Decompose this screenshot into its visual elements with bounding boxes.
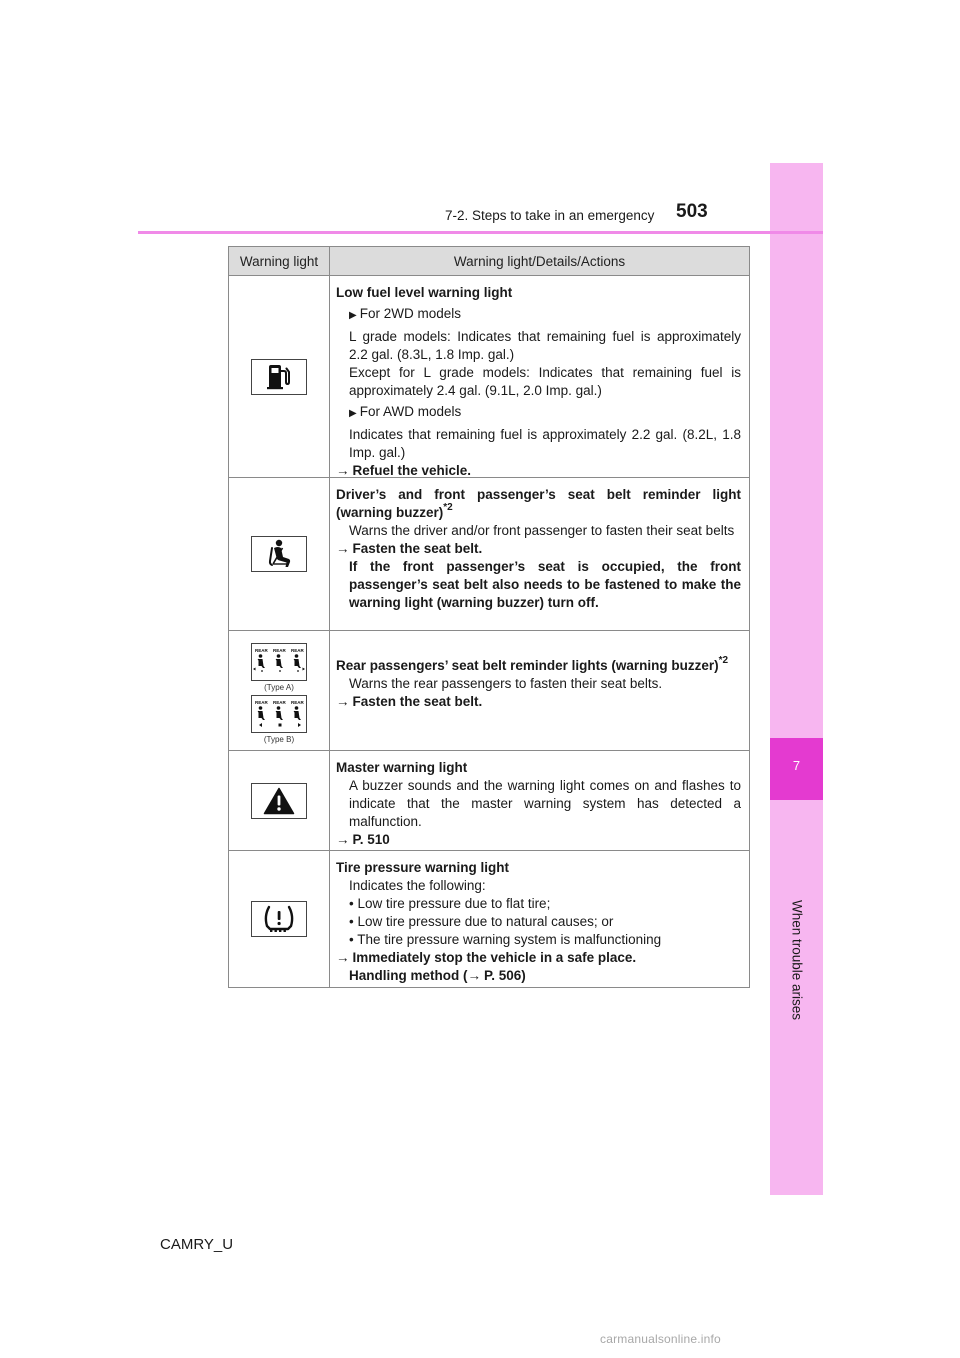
chapter-number-tab <box>770 738 823 800</box>
table-row <box>229 276 749 478</box>
details-cell <box>330 478 749 630</box>
chapter-side-tab <box>770 163 823 1195</box>
chapter-title: When trouble arises <box>789 899 805 1021</box>
arrow-icon: → <box>336 463 350 478</box>
arrow-icon: → <box>467 968 481 983</box>
chapter-number: 7 <box>792 758 801 773</box>
warning-light-table <box>228 246 750 988</box>
triangle-icon: ▶ <box>349 408 357 419</box>
list-item: • Low tire pressure due to flat tire; <box>349 896 551 911</box>
arrow-icon: → <box>336 541 350 556</box>
table-row <box>229 751 749 851</box>
row-title: Rear passengers’ seat belt reminder lights (warning buzzer)$^{*2}$ <box>336 655 729 673</box>
row-title: Master warning light <box>336 760 468 775</box>
details-cell <box>330 851 749 987</box>
row-title: Driver’s and front passenger’s seat belt reminder light (warning buzzer)$^{*2}$ <box>336 487 741 520</box>
model-subhead: ▶ For 2WD models <box>349 306 461 321</box>
row-title: Low fuel level warning light <box>336 285 513 300</box>
details-cell <box>330 751 749 850</box>
table-row <box>229 478 749 631</box>
action-detail: If the front passenger’s seat is occupied, the front passenger’s seat belt also needs to be fastened to make the warning light (warning buzzer) turn off. <box>349 559 741 610</box>
icon-cell <box>229 478 330 630</box>
rear-label: REAR <box>291 699 304 705</box>
icon-cell <box>229 751 330 850</box>
arrow-icon: → <box>336 694 350 709</box>
list-item: • Low tire pressure due to natural causes; or <box>349 914 614 929</box>
footnote-ref: *2 <box>718 655 729 666</box>
details-cell <box>330 276 749 477</box>
triangle-icon: ▶ <box>349 310 357 321</box>
fuel-pump-icon <box>251 359 307 395</box>
type-a-label: (Type A) <box>264 682 294 692</box>
watermark: carmanualsonline.info <box>600 1332 721 1346</box>
arrow-icon: → <box>336 832 350 847</box>
header-warning-light: Warning light <box>229 247 330 275</box>
action-text <box>336 831 741 849</box>
header-details: Warning light/Details/Actions <box>453 253 626 269</box>
model-code: CAMRY_U <box>160 1236 234 1253</box>
action-text: → Fasten the seat belt. <box>336 694 483 709</box>
detail-text: Indicates that remaining fuel is approximately 2.2 gal. (8.2L, 1.8 Imp. gal.) <box>349 427 741 460</box>
model-subhead: ▶ For AWD models <box>349 404 462 419</box>
rear-seat-belt-icon <box>251 643 307 681</box>
list-item: • The tire pressure warning system is malfunctioning <box>349 932 662 947</box>
detail-text: Indicates the following: <box>349 878 486 893</box>
rear-label: REAR <box>255 699 268 705</box>
page-number: 503 <box>676 201 708 222</box>
detail-text: A buzzer sounds and the warning light comes on and flashes to indicate that the master warning system has detected a malfunction. <box>349 778 741 829</box>
seat-belt-icon <box>251 536 307 572</box>
table-row <box>229 631 749 751</box>
icon-cell <box>229 631 330 750</box>
row-title: Tire pressure warning light <box>336 860 510 875</box>
footnote-ref: *2 <box>443 502 453 513</box>
rear-label: REAR <box>273 647 286 653</box>
action-detail: Handling method (→ P. 506) <box>349 968 526 983</box>
tire-pressure-icon <box>251 901 307 937</box>
detail-text: Warns the driver and/or front passenger to fasten their seat belts <box>349 523 735 538</box>
detail-text: Warns the rear passengers to fasten their seat belts. <box>349 676 663 691</box>
details-cell <box>330 631 749 750</box>
table-row <box>229 851 749 987</box>
header-rule <box>138 231 823 234</box>
rear-label: REAR <box>255 647 268 653</box>
action-text: → Immediately stop the vehicle in a safe place. <box>336 950 637 965</box>
arrow-icon: → <box>336 950 350 965</box>
action-text: → Fasten the seat belt. <box>336 541 483 556</box>
detail-text: Except for L grade models: Indicates that remaining fuel is approximately 2.4 gal. (9.1L, 2.0 Imp. gal.) <box>349 365 741 398</box>
master-warning-icon <box>251 783 307 819</box>
type-b-label: (Type B) <box>263 734 295 744</box>
rear-label: REAR <box>273 699 286 705</box>
page-reference-link[interactable]: P. 510 <box>352 832 390 847</box>
rear-label: REAR <box>291 647 304 653</box>
section-title: 7-2. Steps to take in an emergency <box>445 208 655 223</box>
page-reference-link[interactable]: P. 506) <box>484 968 526 983</box>
icon-cell <box>229 276 330 477</box>
detail-text: L grade models: Indicates that remaining fuel is approximately 2.2 gal. (8.3L, 1.8 Imp. gal.) <box>349 329 741 362</box>
action-text: → Refuel the vehicle. <box>336 463 472 478</box>
rear-seat-belt-icon <box>251 695 307 733</box>
table-header <box>229 247 749 276</box>
icon-cell <box>229 851 330 987</box>
